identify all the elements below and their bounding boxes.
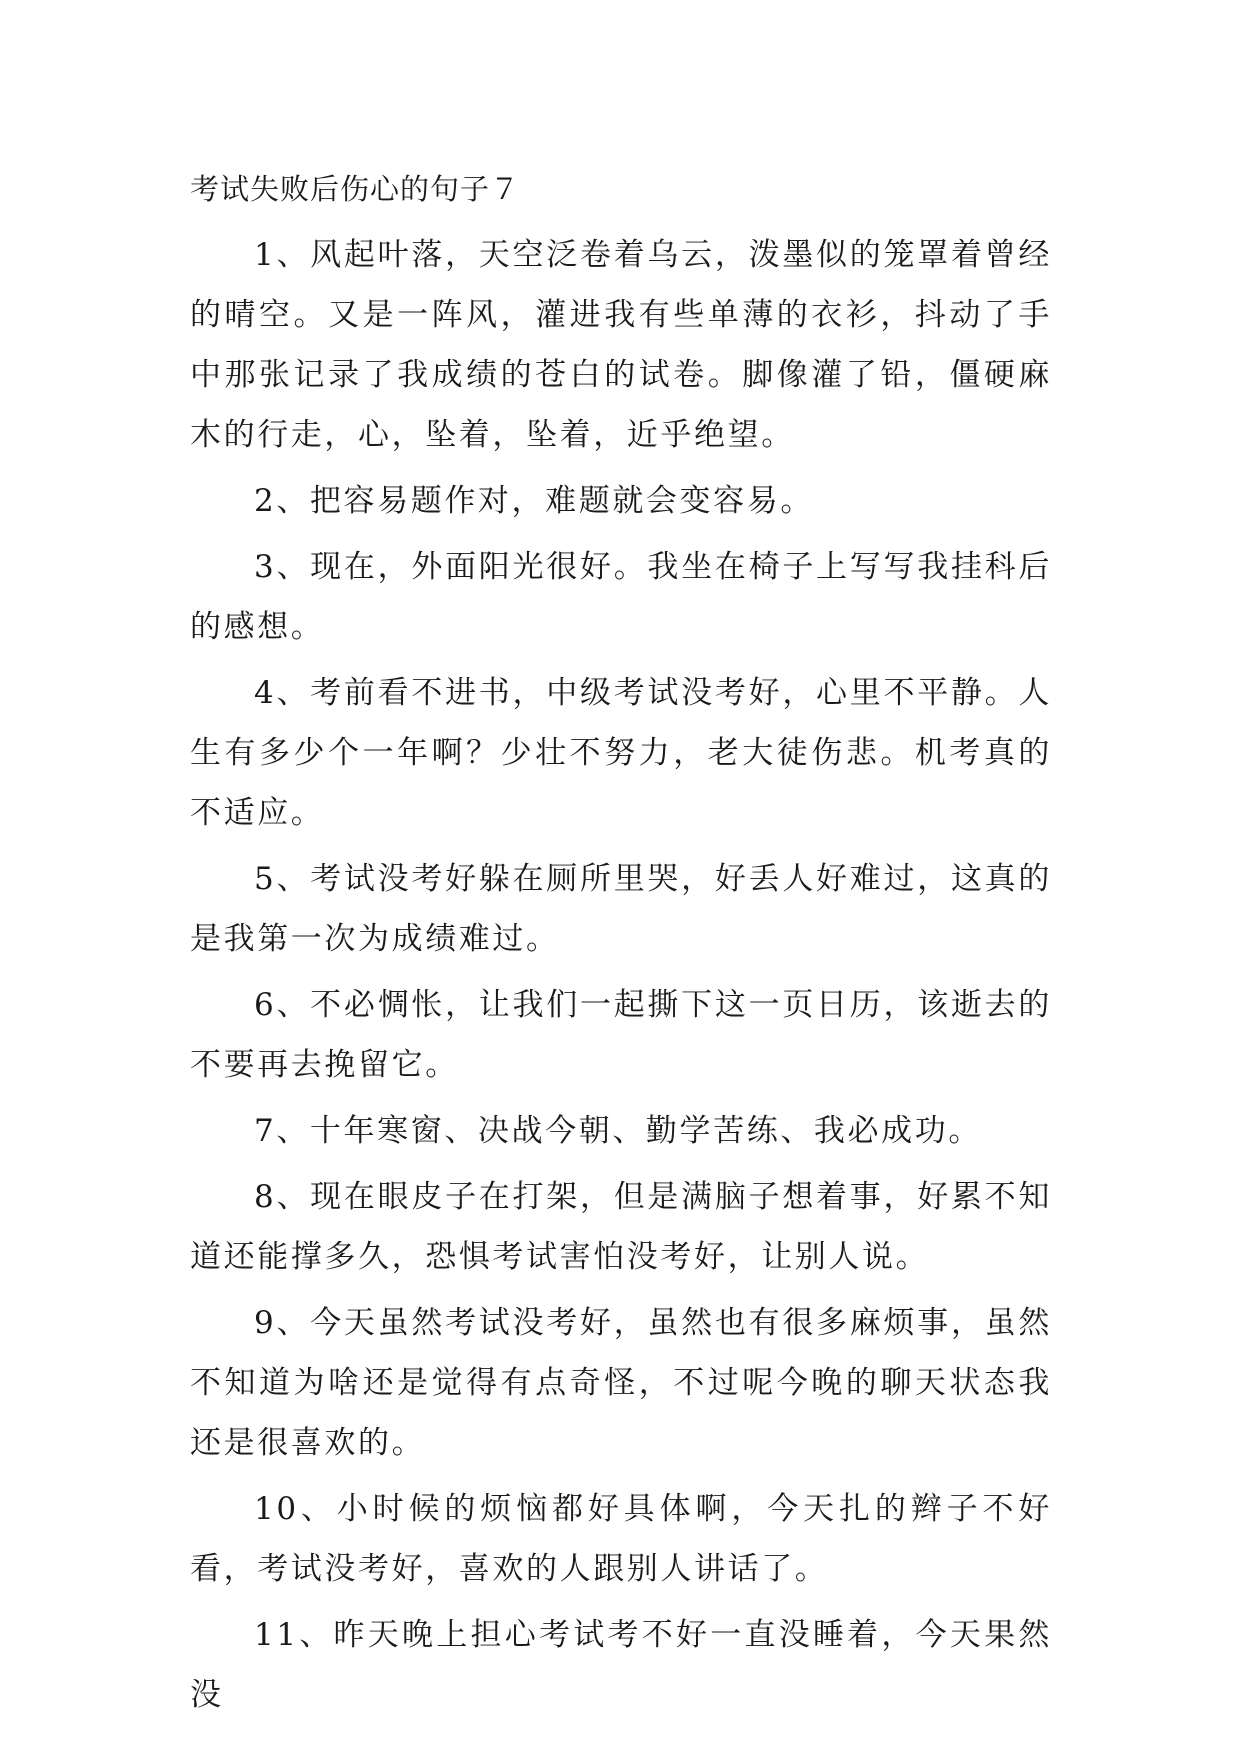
paragraph-8: 8、现在眼皮子在打架，但是满脑子想着事，好累不知道还能撑多久，恐惧考试害怕没考好，让别人说。 bbox=[190, 1179, 1052, 1275]
paragraph-2: 2、把容易题作对，难题就会变容易。 bbox=[254, 483, 814, 519]
paragraph-1: 1、风起叶落，天空泛卷着乌云，泼墨似的笼罩着曾经的晴空。又是一阵风，灌进我有些单薄的衣衫，抖动了手中那张记录了我成绩的苍白的试卷。脚像灌了铅，僵硬麻木的行走，心，坠着，坠着，近乎绝望。 bbox=[190, 237, 1052, 453]
paragraph-5: 5、考试没考好躲在厕所里哭，好丢人好难过，这真的是我第一次为成绩难过。 bbox=[190, 861, 1052, 957]
paragraph-9: 9、今天虽然考试没考好，虽然也有很多麻烦事，虽然不知道为啥还是觉得有点奇怪，不过呢今晚的聊天状态我还是很喜欢的。 bbox=[190, 1305, 1052, 1461]
paragraph-11: 11、昨天晚上担心考试考不好一直没睡着，今天果然没 bbox=[190, 1617, 1052, 1713]
paragraph-6: 6、不必惆怅，让我们一起撕下这一页日历，该逝去的不要再去挽留它。 bbox=[190, 987, 1052, 1083]
document-body bbox=[190, 168, 1052, 1731]
paragraph-10: 10、小时候的烦恼都好具体啊，今天扎的辫子不好看，考试没考好，喜欢的人跟别人讲话了。 bbox=[190, 1491, 1052, 1587]
paragraph-4: 4、考前看不进书，中级考试没考好，心里不平静。人生有多少个一年啊？少壮不努力，老大徒伤悲。机考真的不适应。 bbox=[190, 675, 1052, 831]
paragraph-7: 7、十年寒窗、决战今朝、勤学苦练、我必成功。 bbox=[254, 1113, 982, 1149]
document-title: 考试失败后伤心的句子７ bbox=[190, 172, 521, 206]
paragraph-3: 3、现在，外面阳光很好。我坐在椅子上写写我挂科后的感想。 bbox=[190, 549, 1052, 645]
